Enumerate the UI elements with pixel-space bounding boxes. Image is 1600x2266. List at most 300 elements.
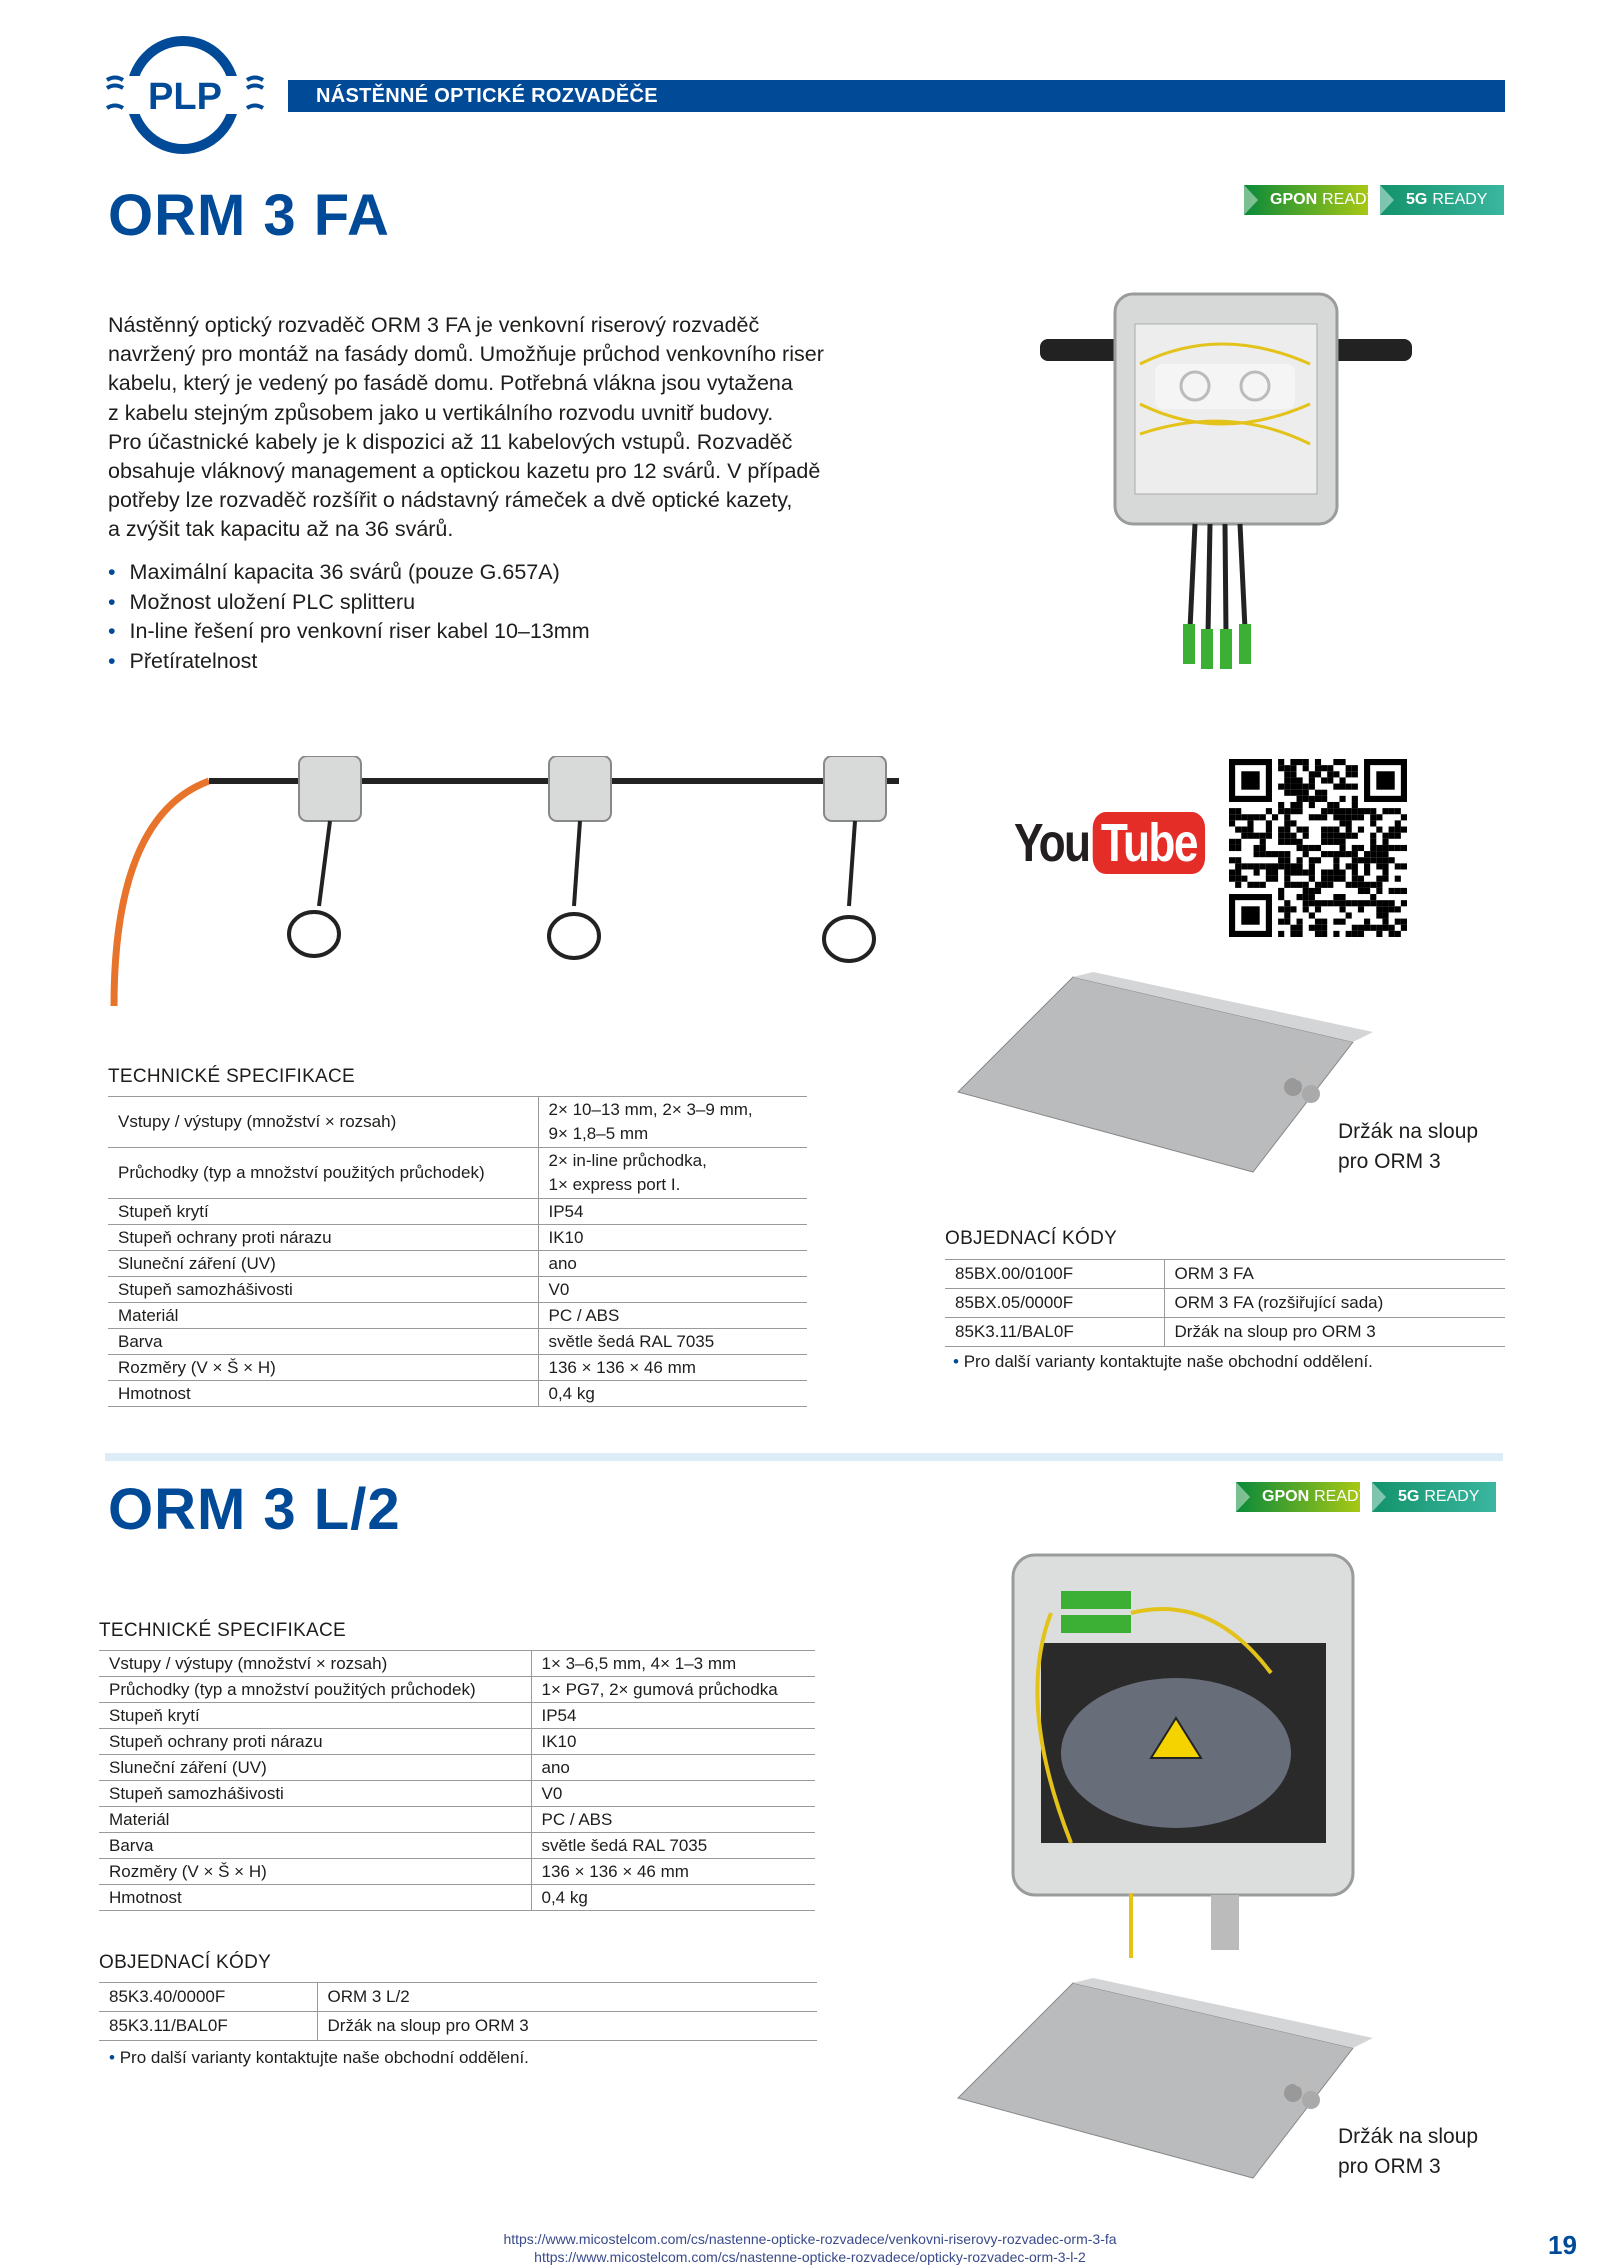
qr-module (1272, 869, 1278, 875)
qr-module (1382, 906, 1388, 912)
qr-module (1247, 863, 1253, 869)
qr-module (1247, 882, 1253, 888)
table-row (99, 1651, 815, 1677)
qr-module (1327, 802, 1333, 808)
row-label: Vstupy / výstupy (množství × rozsah) (108, 1097, 538, 1148)
qr-module (1352, 771, 1358, 777)
row-label: Stupeň krytí (99, 1703, 531, 1729)
qr-module (1309, 888, 1315, 894)
qr-module (1346, 820, 1352, 826)
qr-module (1364, 808, 1370, 814)
qr-module (1254, 833, 1260, 839)
qr-module (1333, 784, 1339, 790)
feature-list (108, 558, 590, 676)
qr-module (1327, 827, 1333, 833)
qr-module (1290, 906, 1296, 912)
qr-module (1241, 827, 1247, 833)
row-label: Sluneční záření (UV) (108, 1251, 538, 1277)
row-value: 2× 10–13 mm, 2× 3–9 mm, 9× 1,8–5 mm (538, 1097, 807, 1148)
qr-module (1315, 919, 1321, 925)
qr-module (1352, 851, 1358, 857)
row-label: Průchodky (typ a množství použitých průchodek) (108, 1148, 538, 1199)
qr-module (1235, 882, 1241, 888)
qr-module (1376, 900, 1382, 906)
qr-module (1309, 771, 1315, 777)
qr-module (1382, 839, 1388, 845)
qr-module (1297, 808, 1303, 814)
qr-module (1266, 820, 1272, 826)
row-label: Hmotnost (99, 1885, 531, 1911)
qr-module (1321, 827, 1327, 833)
qr-code[interactable] (1229, 759, 1407, 937)
qr-module (1395, 919, 1401, 925)
qr-module (1333, 759, 1339, 765)
qr-module (1247, 827, 1253, 833)
qr-module (1235, 845, 1241, 851)
product-title: ORM 3 FA (108, 183, 390, 248)
qr-module (1346, 765, 1352, 771)
qr-module (1260, 863, 1266, 869)
qr-module (1284, 919, 1290, 925)
qr-module (1321, 919, 1327, 925)
qr-module (1382, 851, 1388, 857)
qr-module (1315, 857, 1321, 863)
qr-module (1254, 851, 1260, 857)
qr-module (1382, 845, 1388, 851)
qr-module (1352, 876, 1358, 882)
qr-module (1284, 784, 1290, 790)
qr-module (1352, 863, 1358, 869)
order-note: • Pro další varianty kontaktujte naše obchodní oddělení. (109, 2048, 529, 2068)
qr-module (1352, 845, 1358, 851)
qr-module (1309, 912, 1315, 918)
qr-module (1333, 876, 1339, 882)
spec-table (99, 1650, 815, 1911)
qr-module (1389, 833, 1395, 839)
qr-module (1352, 784, 1358, 790)
qr-module (1309, 845, 1315, 851)
qr-module (1309, 802, 1315, 808)
qr-module (1284, 912, 1290, 918)
row-label: 85K3.11/BAL0F (99, 2012, 317, 2041)
qr-module (1370, 851, 1376, 857)
qr-module (1321, 851, 1327, 857)
qr-module (1309, 894, 1315, 900)
qr-module (1284, 857, 1290, 863)
qr-module (1339, 820, 1345, 826)
qr-module (1272, 863, 1278, 869)
qr-module (1333, 839, 1339, 845)
qr-module (1327, 900, 1333, 906)
qr-module (1358, 876, 1364, 882)
qr-module (1303, 906, 1309, 912)
table-row (945, 1318, 1505, 1347)
qr-module (1358, 900, 1364, 906)
badges (1236, 1482, 1496, 1512)
qr-module (1297, 931, 1303, 937)
row-value: IK10 (531, 1729, 815, 1755)
qr-module (1290, 931, 1296, 937)
qr-module (1346, 912, 1352, 918)
qr-module (1352, 808, 1358, 814)
qr-module (1358, 827, 1364, 833)
qr-module (1333, 851, 1339, 857)
qr-module (1339, 796, 1345, 802)
qr-module (1284, 833, 1290, 839)
qr-module (1321, 882, 1327, 888)
qr-module (1382, 900, 1388, 906)
row-label: Stupeň ochrany proti nárazu (108, 1225, 538, 1251)
qr-module (1333, 827, 1339, 833)
qr-module (1321, 925, 1327, 931)
qr-module (1284, 851, 1290, 857)
qr-module (1395, 808, 1401, 814)
qr-module (1358, 925, 1364, 931)
qr-module (1309, 863, 1315, 869)
qr-module (1309, 876, 1315, 882)
qr-module (1297, 919, 1303, 925)
qr-module (1290, 771, 1296, 777)
qr-module (1290, 765, 1296, 771)
qr-module (1235, 857, 1241, 863)
qr-module (1382, 857, 1388, 863)
qr-module (1303, 796, 1309, 802)
qr-module (1297, 759, 1303, 765)
qr-module (1290, 839, 1296, 845)
qr-module (1284, 906, 1290, 912)
qr-module (1339, 777, 1345, 783)
pole-bracket-image (953, 972, 1377, 1177)
qr-module (1376, 876, 1382, 882)
qr-module (1339, 876, 1345, 882)
qr-module (1376, 906, 1382, 912)
qr-module (1395, 820, 1401, 826)
qr-module (1389, 888, 1395, 894)
table-row (99, 1859, 815, 1885)
qr-module (1254, 863, 1260, 869)
qr-module (1266, 827, 1272, 833)
qr-module (1346, 808, 1352, 814)
qr-module (1352, 900, 1358, 906)
qr-module (1303, 765, 1309, 771)
qr-module (1376, 888, 1382, 894)
qr-module (1327, 839, 1333, 845)
table-row (99, 1703, 815, 1729)
qr-module (1229, 857, 1235, 863)
table-row (99, 1833, 815, 1859)
qr-module (1309, 857, 1315, 863)
qr-module (1401, 919, 1407, 925)
qr-module (1266, 863, 1272, 869)
order-heading: OBJEDNACÍ KÓDY (945, 1228, 1118, 1249)
qr-module (1241, 863, 1247, 869)
qr-module (1309, 796, 1315, 802)
qr-module (1290, 869, 1296, 875)
qr-module (1382, 863, 1388, 869)
qr-module (1315, 796, 1321, 802)
gpon-ready-badge: GPON READY (1244, 185, 1368, 215)
qr-module (1327, 765, 1333, 771)
qr-module (1297, 802, 1303, 808)
table-row (108, 1355, 807, 1381)
qr-module (1358, 888, 1364, 894)
page-number: 19 (1548, 2230, 1577, 2260)
footer-url-link[interactable]: https://www.micostelcom.com/cs/nastenne-opticke-rozvadece/opticky-rozvadec-orm-3-l-2 (534, 2249, 1086, 2265)
qr-module (1303, 869, 1309, 875)
row-label: Stupeň ochrany proti nárazu (99, 1729, 531, 1755)
qr-module (1235, 827, 1241, 833)
qr-module (1315, 790, 1321, 796)
row-label: Sluneční záření (UV) (99, 1755, 531, 1781)
qr-module (1290, 925, 1296, 931)
qr-module (1278, 827, 1284, 833)
qr-module (1395, 845, 1401, 851)
qr-module (1352, 765, 1358, 771)
row-label: Stupeň krytí (108, 1199, 538, 1225)
qr-module (1401, 814, 1407, 820)
footer-url-link[interactable]: https://www.micostelcom.com/cs/nastenne-opticke-rozvadece/venkovni-riserovy-rozvadec-orm-3-fa (503, 2231, 1117, 2247)
youtube-you-text: You (1014, 813, 1090, 873)
qr-module (1297, 827, 1303, 833)
row-value: ORM 3 FA (rozšiřující sada) (1164, 1289, 1505, 1318)
qr-module (1260, 839, 1266, 845)
qr-module (1321, 777, 1327, 783)
qr-module (1241, 876, 1247, 882)
table-row (99, 2012, 817, 2041)
qr-module (1339, 759, 1345, 765)
qr-module (1315, 925, 1321, 931)
qr-module (1278, 894, 1284, 900)
qr-module (1315, 888, 1321, 894)
qr-module (1297, 869, 1303, 875)
qr-module (1339, 845, 1345, 851)
row-label: Průchodky (typ a množství použitých průchodek) (99, 1677, 531, 1703)
qr-module (1346, 827, 1352, 833)
qr-module (1389, 845, 1395, 851)
qr-module (1333, 894, 1339, 900)
row-value: IP54 (531, 1703, 815, 1729)
category-header: NÁSTĚNNÉ OPTICKÉ ROZVADĚČE (288, 80, 1505, 112)
qr-module (1284, 771, 1290, 777)
feature-item: • Přetíratelnost (108, 647, 590, 677)
qr-module (1321, 900, 1327, 906)
qr-module (1309, 784, 1315, 790)
qr-module (1327, 876, 1333, 882)
qr-module (1364, 869, 1370, 875)
qr-module (1339, 919, 1345, 925)
qr-module (1352, 869, 1358, 875)
qr-module (1284, 863, 1290, 869)
qr-module (1327, 771, 1333, 777)
qr-module (1303, 790, 1309, 796)
row-value: ano (531, 1755, 815, 1781)
qr-module (1395, 863, 1401, 869)
qr-module (1389, 808, 1395, 814)
qr-module (1321, 931, 1327, 937)
section-divider (105, 1453, 1503, 1461)
qr-module (1235, 869, 1241, 875)
qr-module (1370, 839, 1376, 845)
qr-module (1290, 820, 1296, 826)
qr-module (1358, 845, 1364, 851)
row-label: Vstupy / výstupy (množství × rozsah) (99, 1651, 531, 1677)
qr-module (1376, 827, 1382, 833)
installation-chain-image (109, 756, 899, 1016)
row-value: ano (538, 1251, 807, 1277)
qr-module (1297, 796, 1303, 802)
row-value: 1× 3–6,5 mm, 4× 1–3 mm (531, 1651, 815, 1677)
qr-module (1284, 790, 1290, 796)
qr-module (1339, 894, 1345, 900)
qr-module (1290, 784, 1296, 790)
spec-heading: TECHNICKÉ SPECIFIKACE (99, 1620, 347, 1641)
row-value: 1× PG7, 2× gumová průchodka (531, 1677, 815, 1703)
qr-module (1333, 771, 1339, 777)
product-title: ORM 3 L/2 (108, 1477, 401, 1542)
qr-module (1266, 851, 1272, 857)
qr-module (1376, 851, 1382, 857)
qr-module (1352, 931, 1358, 937)
qr-module (1382, 876, 1388, 882)
qr-module (1315, 900, 1321, 906)
row-value: IK10 (538, 1225, 807, 1251)
table-row (945, 1260, 1505, 1289)
qr-module (1364, 900, 1370, 906)
orm3fa-product-image (1040, 284, 1412, 724)
qr-module (1254, 845, 1260, 851)
qr-module (1333, 931, 1339, 937)
qr-module (1389, 925, 1395, 931)
spec-table (108, 1096, 807, 1407)
table-row (108, 1251, 807, 1277)
qr-module (1376, 925, 1382, 931)
table-row (108, 1199, 807, 1225)
qr-module (1352, 814, 1358, 820)
table-row (108, 1225, 807, 1251)
qr-module (1278, 802, 1284, 808)
qr-module (1284, 876, 1290, 882)
table-row (99, 1677, 815, 1703)
qr-module (1401, 888, 1407, 894)
qr-module (1327, 833, 1333, 839)
qr-module (1235, 808, 1241, 814)
row-value: Držák na sloup pro ORM 3 (1164, 1318, 1505, 1347)
row-value: V0 (538, 1277, 807, 1303)
feature-item: • In-line řešení pro venkovní riser kabel 10–13mm (108, 617, 590, 647)
qr-module (1278, 919, 1284, 925)
qr-module (1339, 869, 1345, 875)
qr-module (1284, 900, 1290, 906)
qr-module (1303, 784, 1309, 790)
qr-module (1254, 882, 1260, 888)
qr-module (1376, 845, 1382, 851)
qr-module (1229, 808, 1235, 814)
qr-module (1382, 925, 1388, 931)
qr-module (1278, 857, 1284, 863)
row-label: Materiál (99, 1807, 531, 1833)
qr-module (1235, 863, 1241, 869)
row-label: 85K3.11/BAL0F (945, 1318, 1164, 1347)
bracket-caption: Držák na sloup pro ORM 3 (1338, 2125, 1479, 2178)
qr-module (1339, 833, 1345, 839)
qr-module (1370, 845, 1376, 851)
qr-module (1235, 814, 1241, 820)
qr-module (1333, 863, 1339, 869)
qr-module (1395, 833, 1401, 839)
qr-module (1327, 851, 1333, 857)
qr-module (1315, 771, 1321, 777)
qr-module (1309, 869, 1315, 875)
qr-module (1382, 833, 1388, 839)
qr-module (1364, 919, 1370, 925)
qr-module (1333, 802, 1339, 808)
feature-item: • Maximální kapacita 36 svárů (pouze G.657A) (108, 558, 590, 588)
table-row (99, 1807, 815, 1833)
qr-module (1278, 808, 1284, 814)
qr-module (1376, 857, 1382, 863)
qr-module (1352, 833, 1358, 839)
qr-module (1278, 839, 1284, 845)
qr-module (1327, 882, 1333, 888)
qr-module (1247, 833, 1253, 839)
product-description: Nástěnný optický rozvaděč ORM 3 FA je venkovní riserový rozvaděč navržený pro montáž na fasády domů. Umožňuje průchod venkovního riser kabelu, který je vedený po fasádě domu. Potřebná vlákna jsou vytažena z kabelu stejným způsobem jako u vertikálního rozvodu uvnitř budovy. Pro účastnické kabely je k dispozici až 11 kabelových vstupů. Rozvaděč obsahuje vláknový management a optickou kazetu pro 12 svárů. V případě potřeby lze rozvaděč rozšířit o nádstavný rámeček a dvě optické kazety, a zvýšit tak kapacitu až na 36 svárů. (108, 313, 824, 542)
qr-module (1364, 925, 1370, 931)
qr-module (1278, 888, 1284, 894)
qr-module (1309, 925, 1315, 931)
qr-module (1389, 827, 1395, 833)
row-label: Rozměry (V × Š × H) (99, 1859, 531, 1885)
table-row (99, 1755, 815, 1781)
row-value: PC / ABS (538, 1303, 807, 1329)
qr-module (1315, 931, 1321, 937)
svg-text:PLP: PLP (148, 76, 222, 118)
qr-module (1266, 833, 1272, 839)
qr-module (1278, 851, 1284, 857)
qr-module (1346, 771, 1352, 777)
qr-module (1272, 851, 1278, 857)
gpon-ready-badge: GPON READY (1236, 1482, 1360, 1512)
row-value: 0,4 kg (538, 1381, 807, 1407)
qr-module (1290, 759, 1296, 765)
qr-module (1297, 882, 1303, 888)
qr-module (1376, 912, 1382, 918)
qr-module (1297, 845, 1303, 851)
qr-module (1278, 784, 1284, 790)
qr-module (1382, 808, 1388, 814)
qr-module (1254, 869, 1260, 875)
qr-module (1352, 882, 1358, 888)
table-row (108, 1277, 807, 1303)
qr-module (1303, 827, 1309, 833)
qr-module (1284, 869, 1290, 875)
qr-module (1395, 827, 1401, 833)
qr-module (1254, 814, 1260, 820)
qr-module (1278, 833, 1284, 839)
qr-module (1346, 900, 1352, 906)
qr-module (1333, 814, 1339, 820)
qr-module (1389, 857, 1395, 863)
row-label: Stupeň samozhášivosti (108, 1277, 538, 1303)
row-value: 0,4 kg (531, 1885, 815, 1911)
table-row (99, 1885, 815, 1911)
qr-module (1229, 869, 1235, 875)
bracket-caption: Držák na sloup pro ORM 3 (1338, 1120, 1479, 1173)
table-row (108, 1148, 807, 1199)
qr-module (1278, 931, 1284, 937)
qr-module (1303, 888, 1309, 894)
row-value: 136 × 136 × 46 mm (538, 1355, 807, 1381)
youtube-logo[interactable] (1014, 812, 1205, 874)
